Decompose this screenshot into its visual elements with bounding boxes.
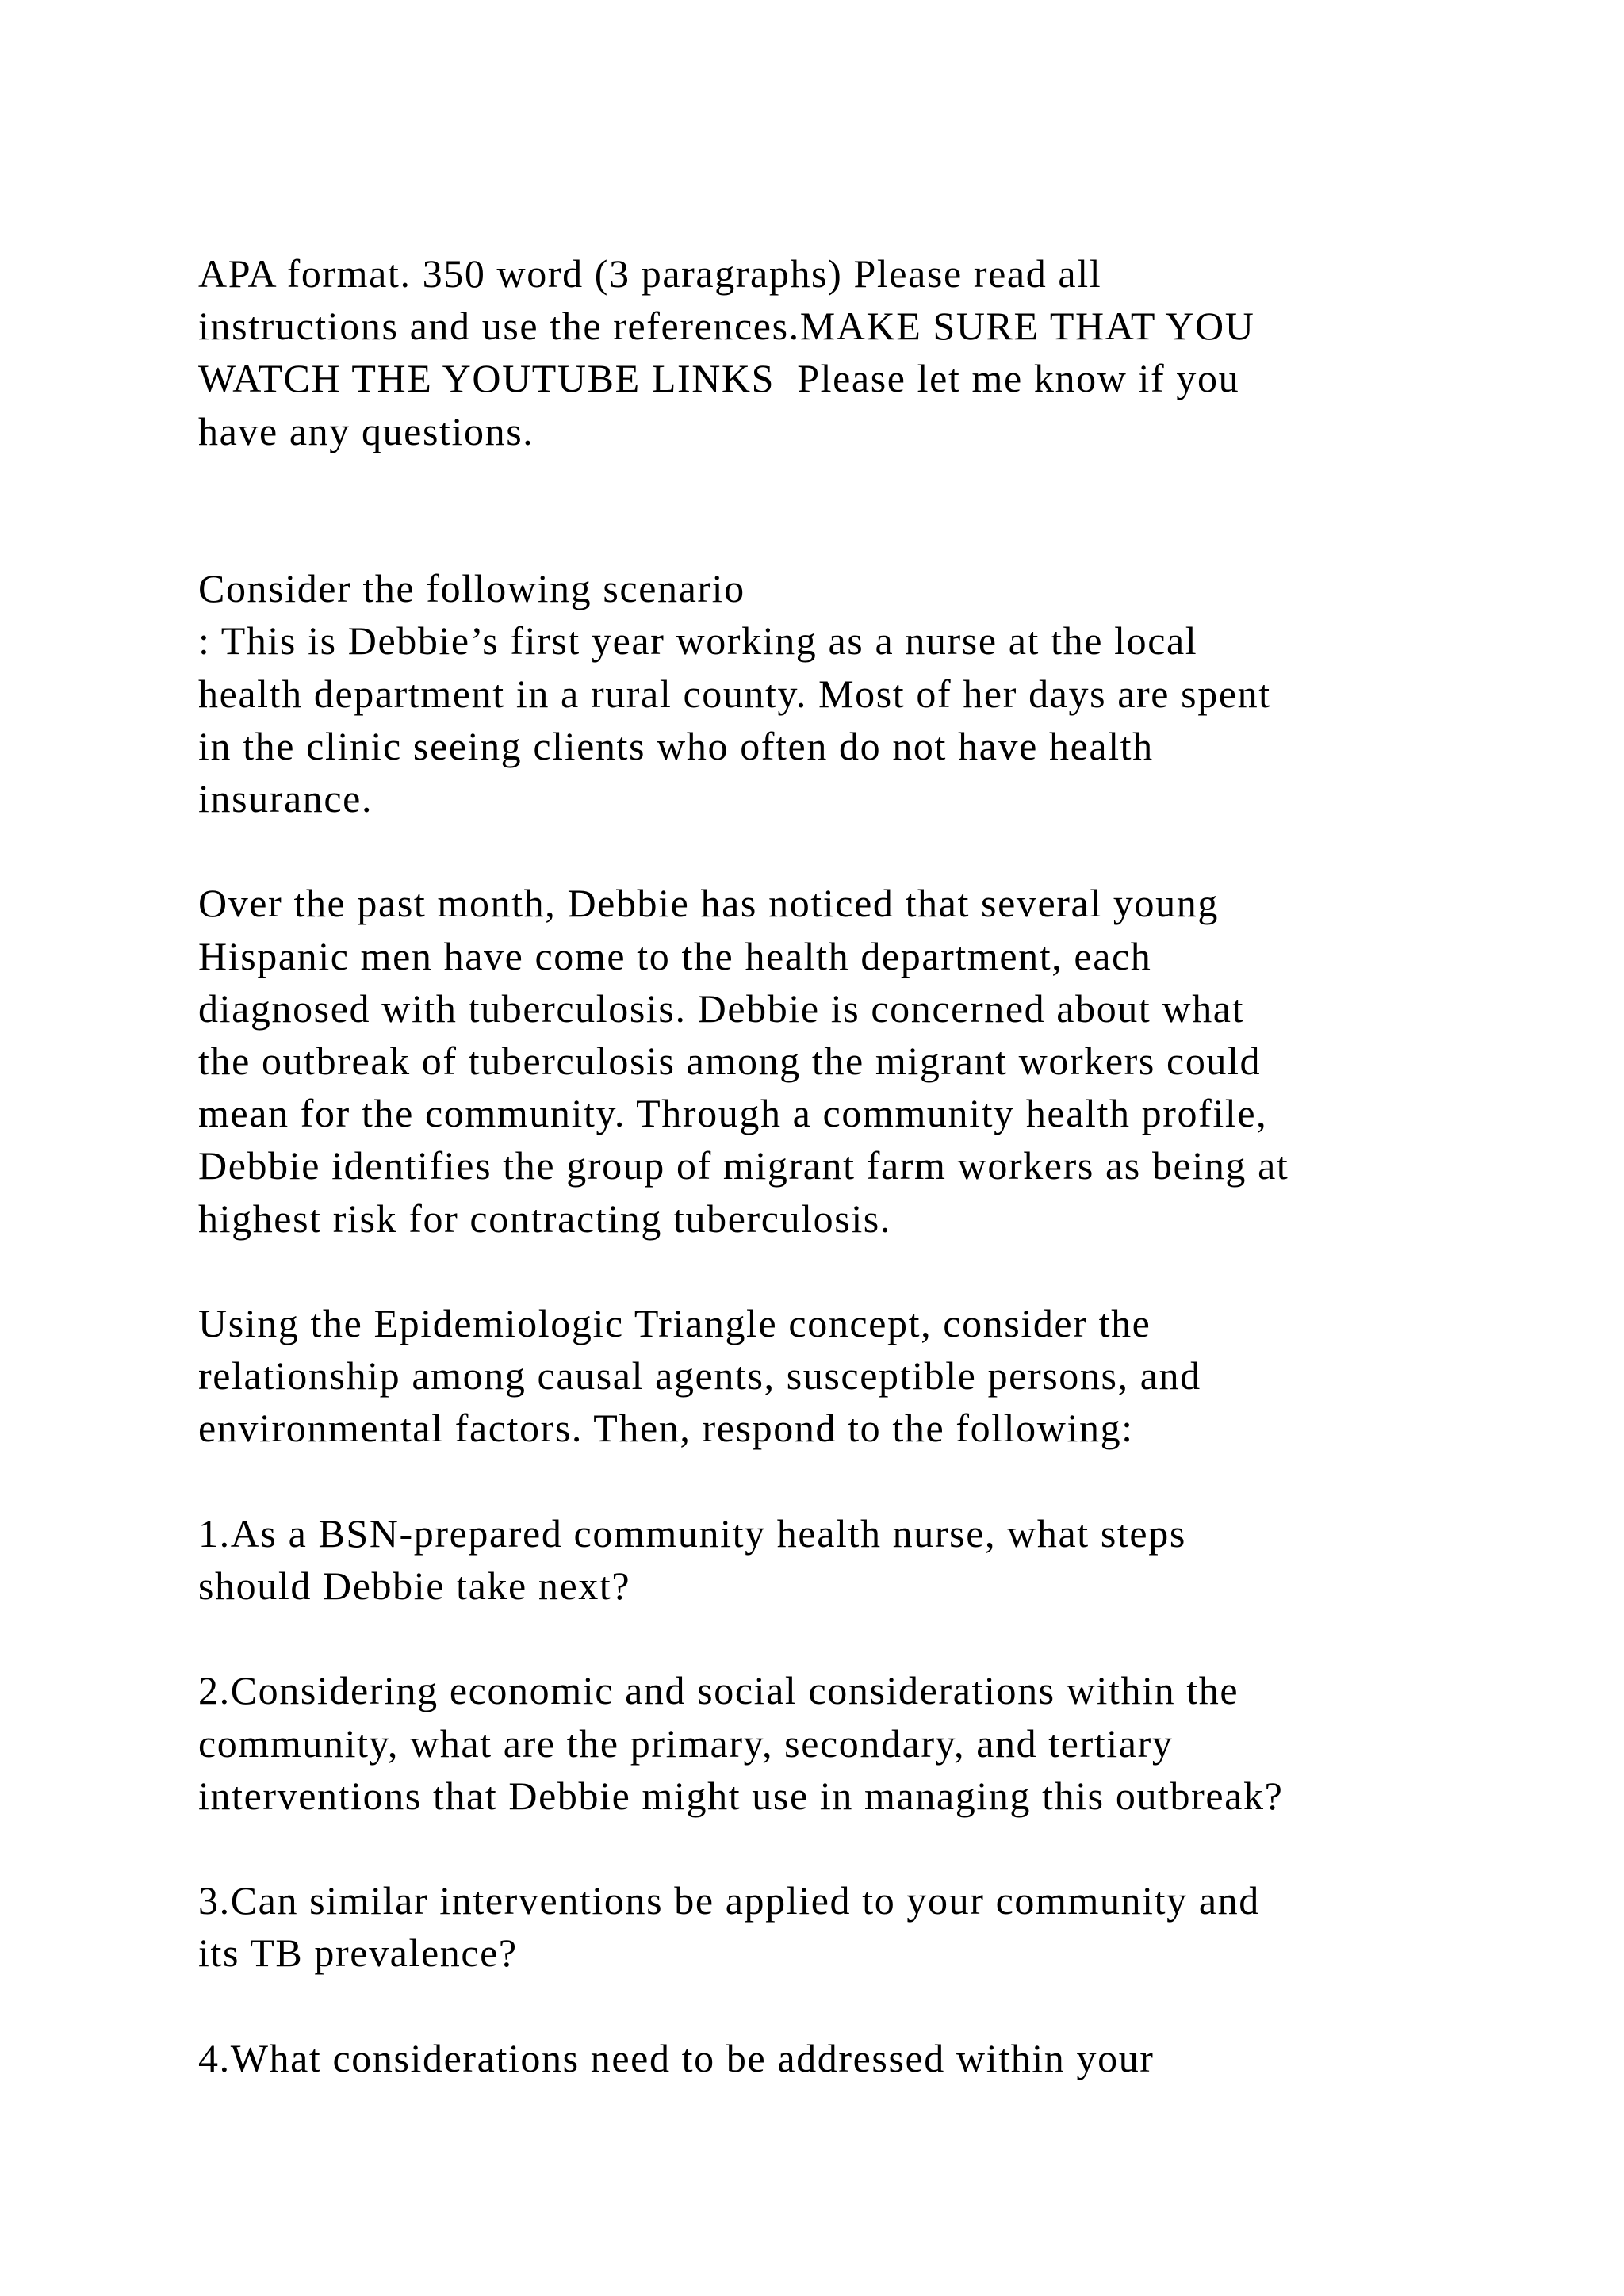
text-line: environmental factors. Then, respond to the following:: [198, 1406, 1134, 1451]
text-line: Over the past month, Debbie has noticed that several young: [198, 881, 1219, 926]
text-line: : This is Debbie’s first year working as a nurse at the local: [198, 618, 1198, 664]
text-line: should Debbie take next?: [198, 1563, 631, 1609]
scenario-details-paragraph: [198, 877, 1594, 1244]
paragraph-spacer: [198, 1455, 1594, 1507]
question-1: [198, 1507, 1594, 1612]
text-line: highest risk for contracting tuberculosis.: [198, 1196, 891, 1241]
text-line: 4.What considerations need to be addressed within your: [198, 2035, 1155, 2080]
document-body: [198, 247, 1594, 2084]
text-line: 1.As a BSN-prepared community health nurse, what steps: [198, 1510, 1186, 1556]
paragraph-spacer: [198, 1245, 1594, 1297]
instructions-paragraph: [198, 247, 1594, 457]
text-line: mean for the community. Through a community health profile,: [198, 1091, 1268, 1136]
text-line: relationship among causal agents, susceptible persons, and: [198, 1353, 1201, 1399]
paragraph-spacer: [198, 1612, 1594, 1664]
text-line: the outbreak of tuberculosis among the migrant workers could: [198, 1039, 1262, 1084]
paragraph-spacer: [198, 825, 1594, 877]
paragraph-spacer: [198, 457, 1594, 562]
triangle-concept-paragraph: [198, 1297, 1594, 1455]
text-line: health department in a rural county. Most of her days are spent: [198, 671, 1271, 716]
question-3: [198, 1874, 1594, 1979]
question-2: [198, 1664, 1594, 1822]
text-line: Debbie identifies the group of migrant farm workers as being at: [198, 1143, 1289, 1188]
text-line: Hispanic men have come to the health department, each: [198, 933, 1152, 978]
text-line: diagnosed with tuberculosis. Debbie is concerned about what: [198, 985, 1245, 1031]
text-line: 3.Can similar interventions be applied to your community and: [198, 1878, 1260, 1923]
text-line: Consider the following scenario: [198, 566, 745, 611]
paragraph-spacer: [198, 1980, 1594, 2032]
text-line: WATCH THE YOUTUBE LINKS Please let me know if you: [198, 356, 1240, 401]
text-line: its TB prevalence?: [198, 1931, 518, 1976]
text-line: instructions and use the references.MAKE SURE THAT YOU: [198, 304, 1255, 349]
text-line: interventions that Debbie might use in managing this outbreak?: [198, 1773, 1284, 1818]
question-4: [198, 2032, 1594, 2084]
paragraph-spacer: [198, 1822, 1594, 1874]
text-line: community, what are the primary, secondary, and tertiary: [198, 1720, 1174, 1766]
text-line: have any questions.: [198, 408, 534, 453]
text-line: insurance.: [198, 776, 373, 821]
text-line: Using the Epidemiologic Triangle concept, consider the: [198, 1301, 1151, 1346]
text-line: APA format. 350 word (3 paragraphs) Please read all: [198, 251, 1102, 296]
scenario-intro-paragraph: [198, 562, 1594, 825]
text-line: 2.Considering economic and social considerations within the: [198, 1668, 1239, 1713]
text-line: in the clinic seeing clients who often do not have health: [198, 723, 1154, 768]
